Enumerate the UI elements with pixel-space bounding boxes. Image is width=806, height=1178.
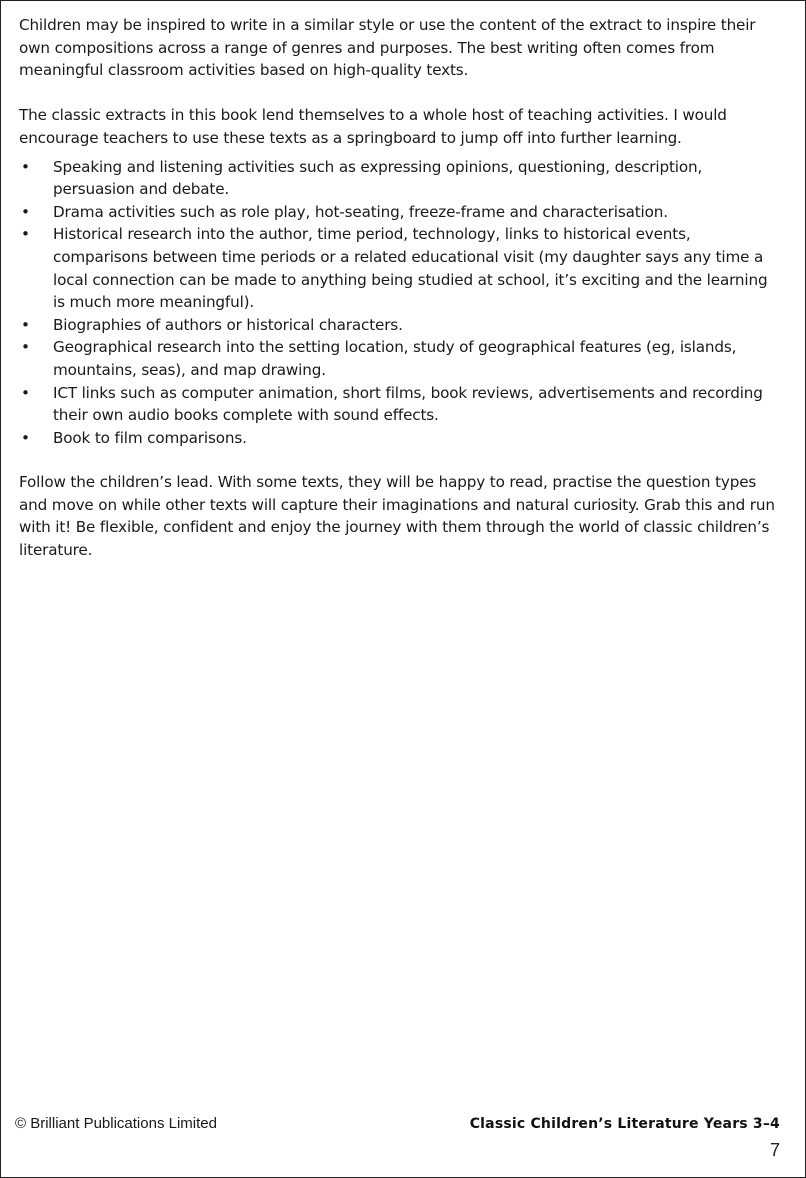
intro-paragraph: Children may be inspired to write in a similar style or use the content of the extract to inspire their own compositions across a range of genres and purposes. The best writing often comes from meaningful classroom activities based on high-quality texts. [19, 16, 756, 80]
list-item-text: Speaking and listening activities such as expressing opinions, questioning, description, persuasion and debate. [53, 157, 703, 199]
page-number: 7 [769, 1140, 780, 1160]
list-item-text: Historical research into the author, time period, technology, links to historical events, comparisons between time periods or a related educational visit (my daughter says any time a local connection can be made to anything being studied at school, it’s exciting and the learning is much more meaningful). [53, 225, 768, 312]
bullet-icon: • [21, 157, 30, 176]
list-item-text: Biographies of authors or historical characters. [53, 315, 403, 334]
bullet-icon: • [21, 383, 30, 402]
book-title: Classic Children’s Literature Years 3–4 [469, 1116, 780, 1132]
list-item [19, 314, 779, 337]
list-item [19, 201, 779, 224]
list-item [19, 223, 779, 313]
bullet-icon: • [21, 225, 30, 244]
activities-intro-paragraph: The classic extracts in this book lend themselves to a whole host of teaching activities. I would encourage teachers to use these texts as a springboard to jump off into further learning. [19, 106, 727, 147]
list-item-text: Geographical research into the setting location, study of geographical features (eg, islands, mountains, seas), and map drawing. [53, 338, 737, 379]
list-item-text: ICT links such as computer animation, short films, book reviews, advertisements and recording their own audio books complete with sound effects. [53, 383, 763, 425]
list-item [19, 336, 779, 381]
publisher-credit: © Brilliant Publications Limited [15, 1115, 217, 1132]
list-item-text: Drama activities such as role play, hot-seating, freeze-frame and characterisation. [53, 202, 668, 221]
activities-list [19, 156, 779, 450]
list-item [19, 156, 779, 201]
list-item [19, 427, 779, 450]
page-body [19, 14, 779, 562]
bullet-icon: • [21, 338, 30, 357]
list-item [19, 382, 779, 427]
list-item-text: Book to film comparisons. [53, 428, 247, 447]
closing-paragraph: Follow the children’s lead. With some texts, they will be happy to read, practise the question types and move on while other texts will capture their imaginations and natural curiosity. Grab this and run with it! Be flexible, confident and enjoy the journey with them through the world of classic children’s literature. [19, 473, 775, 560]
bullet-icon: • [21, 315, 30, 334]
bullet-icon: • [21, 428, 30, 447]
bullet-icon: • [21, 202, 30, 221]
